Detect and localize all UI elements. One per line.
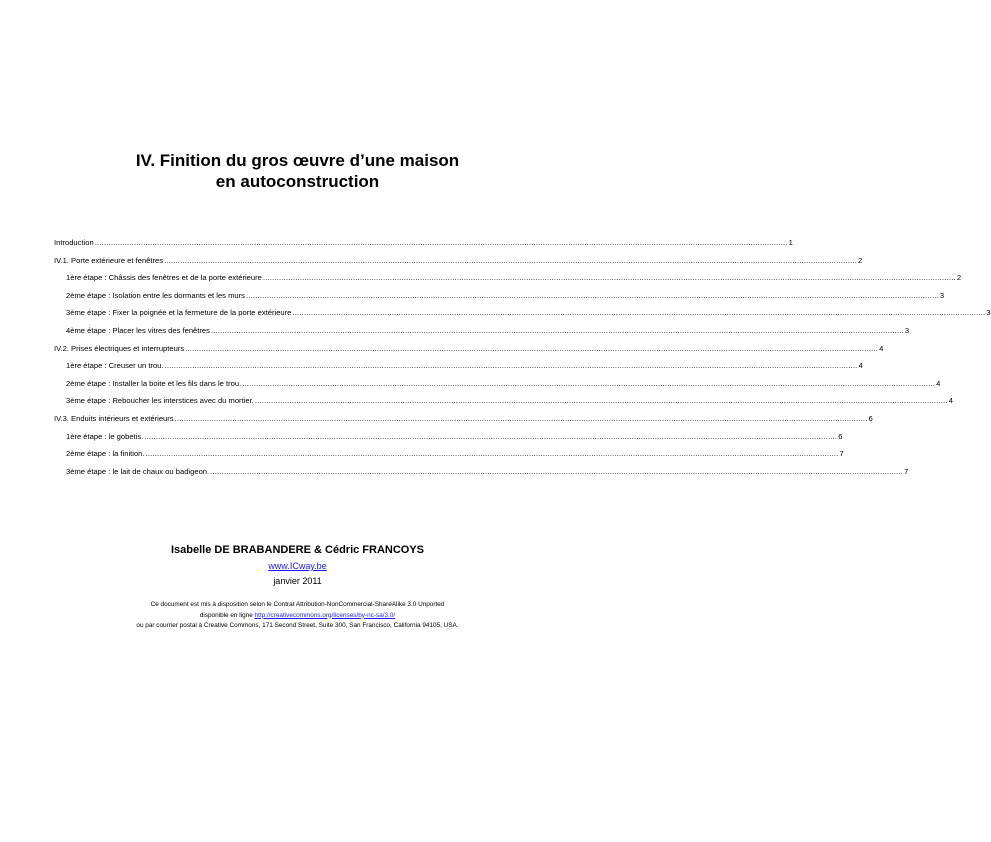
license-line-2 [0, 611, 595, 622]
license-notice [0, 600, 595, 632]
toc-entry[interactable] [54, 463, 909, 481]
toc-entry-text: 2ème étape : Installer la boite et les fils dans le trou. [66, 378, 242, 388]
license-line-3: ou par courrier postal à Creative Commons, 171 Second Street, Suite 300, San Francisco, California 94105, USA. [136, 622, 459, 629]
toc-entry-page: 4 [948, 396, 954, 406]
toc-entry[interactable] [54, 357, 863, 375]
toc-entry[interactable] [54, 234, 793, 252]
toc-entry-page: 2 [956, 273, 962, 283]
toc-leader-dots: ............................................................................................................................................................................................................................................................................................................ [210, 466, 904, 476]
toc-leader-dots: ............................................................................................................................................................................................................................................................................................................ [145, 449, 839, 459]
toc-entry-text: 2ème étape : Isolation entre les dormants et les murs [66, 290, 245, 300]
toc-entry-page: 1 [788, 238, 793, 247]
license-line-2-prefix: disponible en ligne [199, 611, 255, 619]
toc-leader-dots: ............................................................................................................................................................................................................................................................................................................ [174, 413, 868, 423]
toc-entry[interactable] [54, 392, 954, 410]
toc-leader-dots: ............................................................................................................................................................................................................................................................................................................ [210, 325, 904, 335]
toc-leader-dots: ............................................................................................................................................................................................................................................................................................................ [164, 361, 858, 371]
toc-entry-text: 4ème étape : Placer les vitres des fenêtres [66, 325, 210, 335]
authors: Isabelle DE BRABANDERE & Cédric FRANCOYS [170, 544, 425, 556]
toc-leader-dots: ............................................................................................................................................................................................................................................................................................................ [94, 238, 788, 247]
toc-entry[interactable] [54, 287, 945, 305]
toc-entry[interactable] [54, 375, 941, 393]
toc-entry-text: 1ère étape : Châssis des fenêtres et de la porte extérieure [66, 273, 262, 283]
toc-leader-dots: ............................................................................................................................................................................................................................................................................................................ [245, 290, 939, 300]
toc-entry-text: 2ème étape : la finition. [66, 449, 145, 459]
toc-entry[interactable] [54, 269, 962, 287]
toc-entry-text: 1ère étape : le gobetis. [66, 431, 144, 441]
toc-entry[interactable] [54, 340, 884, 358]
toc-entry-text: IV.1. Porte extérieure et fenêtres [54, 255, 164, 265]
website [0, 561, 595, 571]
toc-entry-page: 4 [858, 361, 863, 371]
toc-leader-dots: ............................................................................................................................................................................................................................................................................................................ [144, 431, 838, 441]
table-of-contents [54, 234, 991, 480]
toc-entry[interactable] [54, 322, 910, 340]
website-link[interactable]: www.ICway.be [268, 561, 327, 571]
title-line-2: en autoconstruction [215, 172, 380, 191]
publication-date: janvier 2011 [273, 576, 322, 586]
toc-entry-text: 1ère étape : Creuser un trou. [66, 361, 164, 371]
toc-entry-page: 4 [936, 378, 941, 388]
toc-entry[interactable] [54, 252, 863, 270]
toc-entry-page: 6 [868, 413, 873, 423]
toc-entry[interactable] [54, 428, 843, 446]
toc-entry[interactable] [54, 410, 873, 428]
toc-leader-dots: ............................................................................................................................................................................................................................................................................................................ [164, 255, 857, 265]
document-title [0, 150, 595, 192]
toc-entry-text: 3ème étape : Fixer la poignée et la fermeture de la porte extérieure [66, 308, 292, 318]
toc-entry-page: 3 [986, 308, 991, 318]
toc-entry-page: 7 [839, 449, 844, 459]
title-line-1: IV. Finition du gros œuvre d’une maison [135, 151, 460, 170]
toc-entry[interactable] [54, 445, 844, 463]
toc-entry-text: 3ème étape : Reboucher les interstices avec du mortier. [66, 396, 254, 406]
toc-entry-page: 4 [879, 343, 884, 353]
toc-entry-page: 6 [838, 431, 843, 441]
toc-entry-page: 2 [858, 255, 863, 265]
toc-entry-page: 3 [904, 325, 910, 335]
toc-leader-dots: ............................................................................................................................................................................................................................................................................................................ [292, 308, 986, 318]
toc-leader-dots: ............................................................................................................................................................................................................................................................................................................ [262, 273, 956, 283]
toc-entry-page: 7 [904, 466, 909, 476]
toc-entry-text: 3ème étape : le lait de chaux ou badigeon. [66, 466, 210, 476]
toc-entry-page: 3 [939, 290, 945, 300]
license-line-1: Ce document est mis à disposition selon le Contrat Attribution-NonCommercial-ShareAlike 3.0 Unported [150, 601, 445, 608]
toc-leader-dots: ............................................................................................................................................................................................................................................................................................................ [242, 378, 936, 388]
toc-entry[interactable] [54, 304, 991, 322]
toc-entry-text: IV.3. Enduits intérieurs et extérieurs [54, 413, 174, 423]
license-link[interactable]: http://creativecommons.org/licenses/by-nc-sa/3.0/ [254, 611, 396, 619]
toc-leader-dots: ............................................................................................................................................................................................................................................................................................................ [185, 343, 879, 353]
toc-entry-text: IV.2. Prises électriques et interrupteurs [54, 343, 185, 353]
toc-leader-dots: ............................................................................................................................................................................................................................................................................................................ [254, 396, 948, 406]
toc-entry-text: Introduction [54, 238, 94, 247]
